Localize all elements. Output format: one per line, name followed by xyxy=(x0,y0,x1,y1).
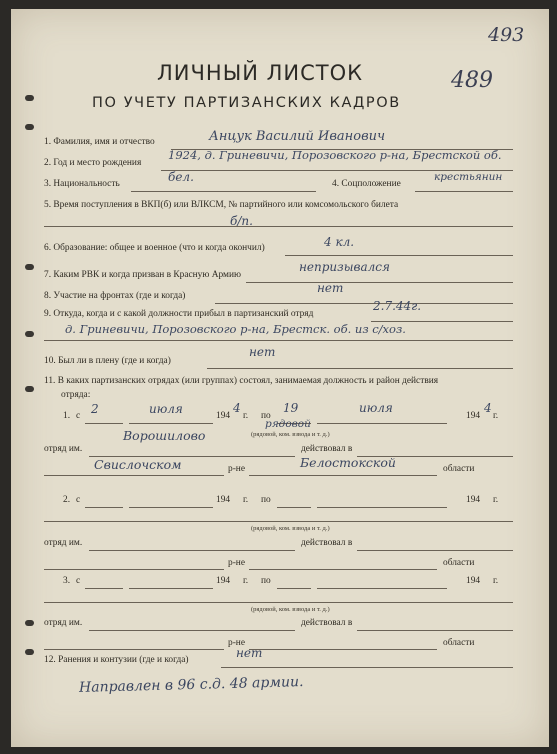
period-rayon: Свислочском xyxy=(94,457,182,472)
oblast-label: области xyxy=(443,558,475,568)
oblast-label: области xyxy=(443,464,475,474)
field-label-nationality: 3. Национальность xyxy=(44,179,120,189)
field-value-arrival-date: 2.7.44г. xyxy=(373,299,422,313)
acted-in-label: действовал в xyxy=(301,618,353,628)
rank-hint: (рядовой, ком. взвода и т. д.) xyxy=(251,606,330,613)
field-label-detachments-cont: отряда: xyxy=(61,390,91,400)
rank-hint: (рядовой, ком. взвода и т. д.) xyxy=(251,431,330,438)
field-label-draft: 7. Каким РВК и когда призван в Красную Армию xyxy=(44,270,241,280)
punch-hole xyxy=(25,95,34,101)
year-suffix: г. xyxy=(243,495,249,505)
year-suffix: г. xyxy=(493,411,499,421)
punch-hole xyxy=(25,649,34,655)
to-label: по xyxy=(261,576,271,586)
archive-number: 493 xyxy=(488,24,525,46)
year-suffix: г. xyxy=(493,495,499,505)
year-prefix: 194 xyxy=(216,576,231,586)
period-number: 1. xyxy=(63,411,71,421)
period-to-year: 4 xyxy=(484,401,492,415)
punch-hole xyxy=(25,264,34,270)
rank-hint: (рядовой, ком. взвода и т. д.) xyxy=(251,525,330,532)
rayon-label: р-не xyxy=(228,464,245,474)
punch-hole xyxy=(25,386,34,392)
field-value-front: нет xyxy=(317,281,344,295)
period-to-day: 19 xyxy=(283,401,299,415)
punch-hole xyxy=(25,620,34,626)
detachment-label: отряд им. xyxy=(44,444,83,454)
period-to-month: июля xyxy=(359,401,393,415)
footer-note: Направлен в 96 с.д. 48 армии. xyxy=(78,674,304,696)
year-suffix: г. xyxy=(243,411,249,421)
detachment-label: отряд им. xyxy=(44,618,83,628)
field-value-draft: непризывался xyxy=(299,260,390,274)
field-label-arrival: 9. Откуда, когда и с какой должности прибыл в партизанский отряд xyxy=(44,309,314,319)
field-label-birth: 2. Год и место рождения xyxy=(44,158,142,168)
to-label: по xyxy=(261,411,271,421)
acted-in-label: действовал в xyxy=(301,538,353,548)
field-value-captivity: нет xyxy=(249,345,276,359)
field-label-wounds: 12. Ранения и контузии (где и когда) xyxy=(44,655,189,665)
punch-hole xyxy=(25,124,34,130)
field-value-education: 4 кл. xyxy=(324,235,355,249)
field-label-detachments: 11. В каких партизанских отрядах (или группах) состоял, занимаемая должность и район действия xyxy=(44,376,439,386)
field-value-wounds: нет xyxy=(236,646,263,660)
year-prefix: 194 xyxy=(466,576,481,586)
field-label-social: 4. Соцположение xyxy=(332,179,401,189)
year-prefix: 194 xyxy=(216,495,231,505)
field-value-party: б/п. xyxy=(230,214,253,228)
acted-in-label: действовал в xyxy=(301,444,353,454)
page-subtitle: ПО УЧЕТУ ПАРТИЗАНСКИХ КАДРОВ xyxy=(92,95,401,111)
year-suffix: г. xyxy=(493,576,499,586)
field-label-party: 5. Время поступления в ВКП(б) или ВЛКСМ, № партийного или комсомольского билета xyxy=(44,200,399,210)
personal-record-sheet xyxy=(11,9,549,747)
period-from-year: 4 xyxy=(233,401,241,415)
from-label: с xyxy=(76,576,81,586)
rayon-label: р-не xyxy=(228,638,245,648)
year-prefix: 194 xyxy=(466,411,481,421)
year-prefix: 194 xyxy=(466,495,481,505)
field-label-name: 1. Фамилия, имя и отчество xyxy=(44,137,155,147)
field-value-birth: 1924, д. Гриневичи, Порозовского р-на, Брестской об. xyxy=(168,148,502,162)
from-label: с xyxy=(76,495,81,505)
field-label-captivity: 10. Был ли в плену (где и когда) xyxy=(44,356,171,366)
detachment-label: отряд им. xyxy=(44,538,83,548)
field-value-nationality: бел. xyxy=(168,170,194,184)
sheet-number: 489 xyxy=(451,68,493,93)
period-from-day: 2 xyxy=(91,402,99,416)
field-value-social: крестьянин xyxy=(434,171,503,183)
period-oblast: Белостокской xyxy=(300,455,396,470)
year-prefix: 194 xyxy=(216,411,231,421)
page-title: ЛИЧНЫЙ ЛИСТОК xyxy=(157,61,364,85)
field-label-front: 8. Участие на фронтах (где и когда) xyxy=(44,291,186,301)
period-from-month: июля xyxy=(149,402,183,416)
punch-hole xyxy=(25,331,34,337)
field-value-name: Анцук Василий Иванович xyxy=(209,129,386,144)
period-detachment: Ворошилово xyxy=(123,428,206,443)
period-number: 2. xyxy=(63,495,71,505)
field-label-education: 6. Образование: общее и военное (что и когда окончил) xyxy=(44,243,265,253)
period-number: 3. xyxy=(63,576,71,586)
year-suffix: г. xyxy=(243,576,249,586)
oblast-label: области xyxy=(443,638,475,648)
from-label: с xyxy=(76,411,81,421)
field-value-arrival-place: д. Гриневичи, Порозовского р-на, Брестск. об. из с/хоз. xyxy=(65,322,406,336)
to-label: по xyxy=(261,495,271,505)
period-rank: рядовой xyxy=(265,418,311,430)
rayon-label: р-не xyxy=(228,558,245,568)
